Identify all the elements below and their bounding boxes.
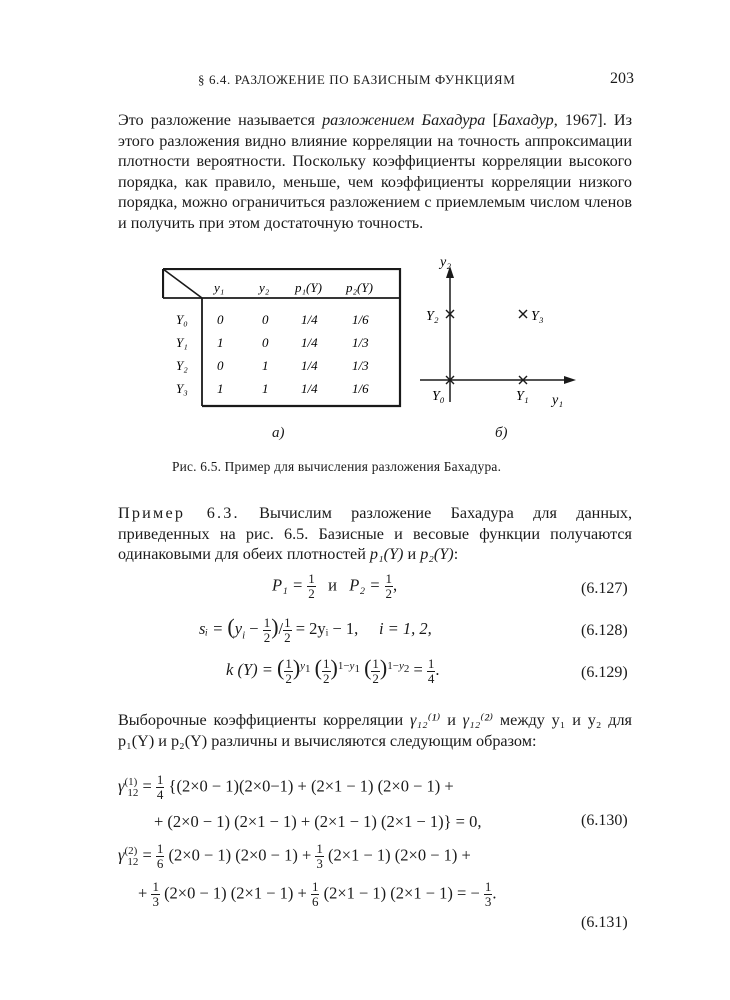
page-number: 203 bbox=[610, 70, 634, 87]
cell: 1/4 bbox=[301, 312, 318, 327]
figure-b-label: б) bbox=[495, 425, 508, 441]
figure-table bbox=[162, 268, 402, 408]
cell: 1/4 bbox=[301, 381, 318, 396]
equation-6-130-line2: + (2×0 − 1) (2×1 − 1) + (2×1 − 1) (2×1 − 1)} = 0, bbox=[154, 812, 482, 831]
cell: 1 bbox=[262, 358, 269, 373]
equation-number: (6.129) bbox=[581, 664, 628, 681]
figure-a-label: а) bbox=[272, 425, 285, 441]
figure-caption: Рис. 6.5. Пример для вычисления разложения Бахадура. bbox=[172, 459, 502, 474]
cell: 1/3 bbox=[352, 335, 369, 350]
paragraph-intro: Это разложение называется разложением Бахадура [Бахадур, 1967]. Из этого разложения видно влияние корреляции на точность аппроксимации плотности вероятности. Поскольку коэффициенты корреляции высокого порядка, как правило, меньше, чем коэффициенты корреляции низкого порядка, можно ограничиться разложением с приемлемым числом членов и получить при этом достаточную точность. bbox=[118, 111, 632, 232]
col-header-y1: y₁ bbox=[214, 280, 225, 295]
col-header-p1: p₁(Y) bbox=[295, 280, 322, 295]
cell: 1 bbox=[262, 381, 269, 396]
cell: 1/6 bbox=[352, 312, 369, 327]
cell: 1/3 bbox=[352, 358, 369, 373]
cell: 0 bbox=[217, 312, 224, 327]
axis-label-y2: y₂ bbox=[440, 255, 452, 270]
equation-6-129: k (Y) = ( $\frac{1}{2}$ )$^{y_1}$ ( $\frac{1}{2}$ )$^{1-y_1}$ ( $\frac{1}{2}$ )$^{1-y_2}$ = $\frac{1}{4}$ . bbox=[226, 655, 440, 686]
equation-6-128: sᵢ = ($y_i$ − $\frac{1}{2}$ )/ $\frac{1}{2}$ = 2yᵢ − 1, i = 1, 2, bbox=[199, 614, 432, 645]
cell: 0 bbox=[262, 335, 269, 350]
col-header-y2: y₂ bbox=[259, 280, 270, 295]
col-header-p2: p₂(Y) bbox=[346, 280, 373, 295]
row-label: Y₀ bbox=[176, 312, 188, 327]
cell: 0 bbox=[217, 358, 224, 373]
row-label: Y₁ bbox=[176, 335, 188, 350]
point-label-y1: Y₁ bbox=[516, 389, 529, 404]
equation-6-127: P₁ = $\frac{1}{2}$ и P₂ = $\frac{1}{2}$ , bbox=[272, 571, 398, 601]
paragraph-example: Пример 6.3. Вычислим разложение Бахадура для данных, приведенных на рис. 6.5. Базисные и весовые функции получаются одинаковыми для обеих плотностей p₁(Y) и p₂(Y): bbox=[118, 504, 632, 564]
running-header: § 6.4. РАЗЛОЖЕНИЕ ПО БАЗИСНЫМ ФУНКЦИЯМ bbox=[198, 72, 516, 87]
row-label: Y₃ bbox=[176, 381, 188, 396]
cell: 1/4 bbox=[301, 335, 318, 350]
axis-label-y1: y₁ bbox=[552, 393, 564, 408]
cell: 0 bbox=[262, 312, 269, 327]
equation-6-131-line1: $\gamma^{(2)}_{12}$ = $\frac{1}{6}$ (2×0 − 1) (2×0 − 1) + $\frac{1}{3}$ (2×1 − 1) (2×0 − 1) + bbox=[118, 841, 471, 871]
figure-plot bbox=[410, 252, 590, 417]
equation-6-131-line2: + $\frac{1}{3}$ (2×0 − 1) (2×1 − 1) + $\frac{1}{6}$ (2×1 − 1) (2×1 − 1) = − $\frac{1}{3}$ . bbox=[138, 879, 497, 909]
cell: 1/4 bbox=[301, 358, 318, 373]
cell: 1 bbox=[217, 381, 224, 396]
equation-number: (6.128) bbox=[581, 622, 628, 639]
paragraph-correlation: Выборочные коэффициенты корреляции γ₁₂⁽¹⁾ и γ₁₂⁽²⁾ между y₁ и y₂ для p₁(Y) и p₂(Y) различны и вычисляются следующим образом: bbox=[118, 711, 632, 750]
point-label-y3: Y₃ bbox=[531, 309, 544, 324]
cell: 1/6 bbox=[352, 381, 369, 396]
point-label-y0: Y₀ bbox=[432, 389, 445, 404]
row-label: Y₂ bbox=[176, 358, 188, 373]
equation-number: (6.130) bbox=[581, 812, 628, 829]
cell: 1 bbox=[217, 335, 224, 350]
equation-number: (6.131) bbox=[581, 914, 628, 931]
point-label-y2: Y₂ bbox=[426, 309, 439, 324]
equation-6-130-line1: $\gamma^{(1)}_{12}$ = $\frac{1}{4}$ {(2×0 − 1)(2×0−1) + (2×1 − 1) (2×0 − 1) + bbox=[118, 772, 454, 802]
equation-number: (6.127) bbox=[581, 580, 628, 597]
